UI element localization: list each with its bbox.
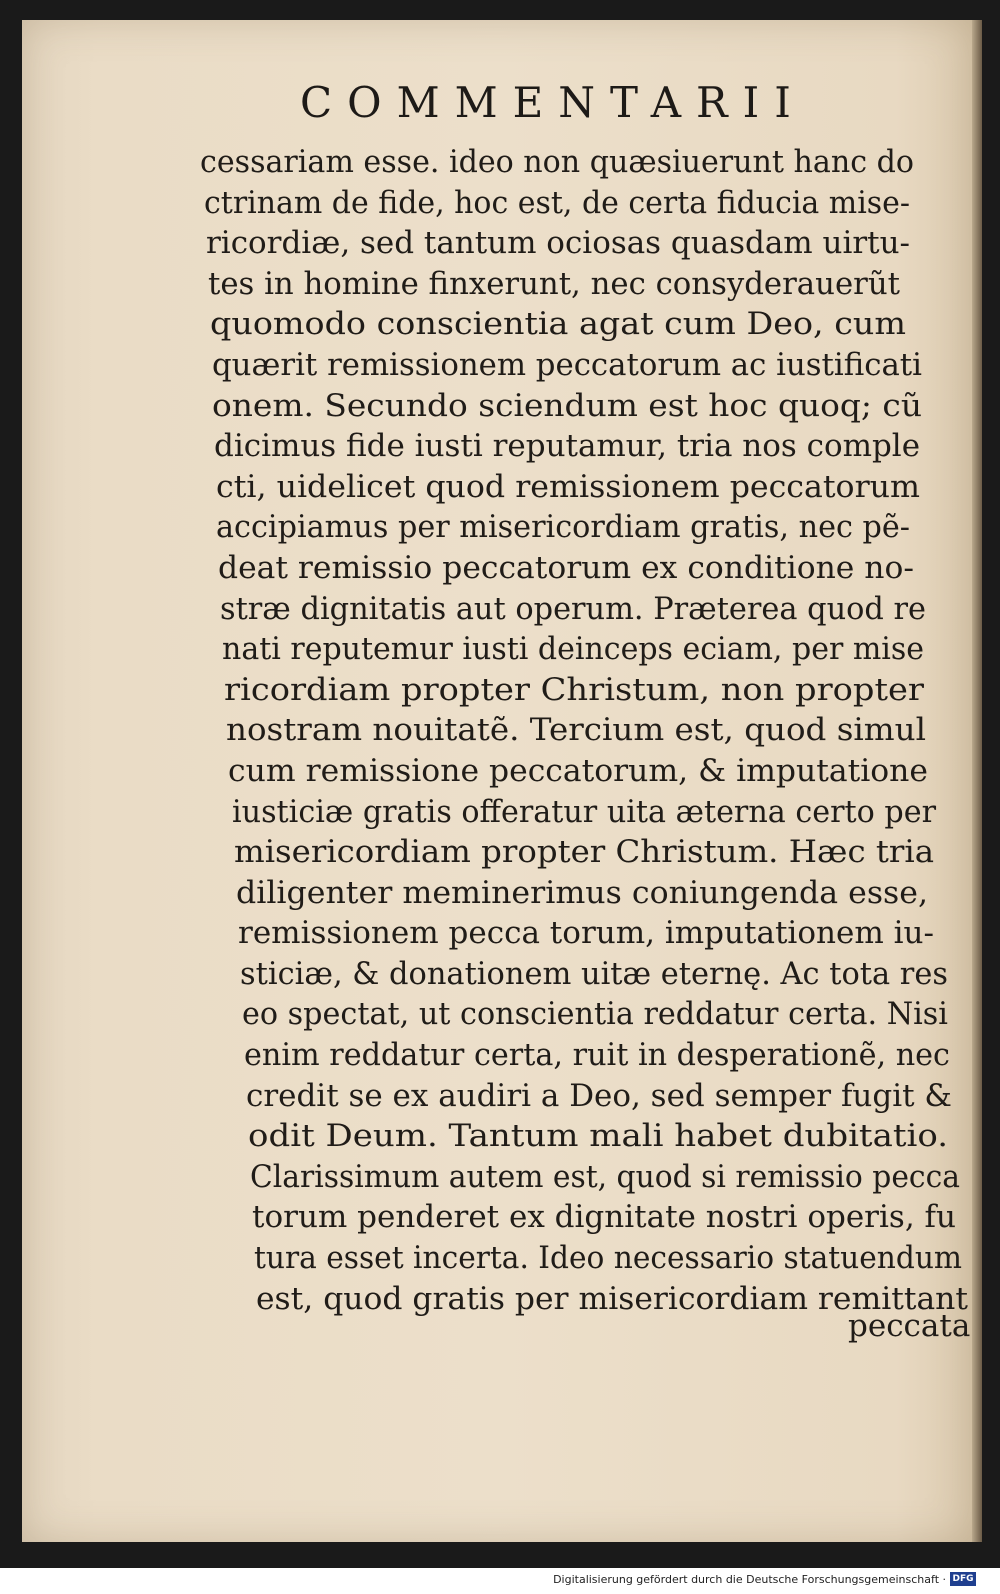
text-line: ctrinam de fide, hoc est, de certa fiducia mise- — [204, 184, 911, 221]
text-line: enim reddatur certa, ruit in desperationẽ, nec — [244, 1037, 950, 1074]
dfg-logo-icon: DFG — [950, 1572, 976, 1586]
text-line: nostram nouitatẽ. Tercium est, quod simul — [226, 712, 927, 749]
text-line: stræ dignitatis aut operum. Præterea quod re — [220, 590, 927, 627]
text-line: nati reputemur iusti deinceps eciam, per mise — [222, 631, 925, 668]
catchword: peccata — [848, 1308, 971, 1344]
text-line: sticiæ, & donationem uitæ eternę. Ac tota res — [240, 955, 948, 992]
text-line: dicimus fide iusti reputamur, tria nos comple — [214, 428, 921, 465]
text-line: cessariam esse. ideo non quæsiuerunt hanc do — [200, 144, 914, 180]
text-line: eo spectat, ut conscientia reddatur certa. Nisi — [242, 996, 948, 1033]
body-text — [200, 142, 968, 1319]
text-line: tura esset incerta. Ideo necessario statuendum — [254, 1240, 963, 1277]
text-line: deat remissio peccatorum ex conditione no- — [218, 549, 914, 586]
page-edge — [972, 20, 982, 1542]
text-line: cti, uidelicet quod remissionem peccatorum — [216, 468, 921, 505]
text-line: quærit remissionem peccatorum ac iustificati — [212, 346, 923, 383]
text-line: torum penderet ex dignitate nostri operis, fu — [252, 1199, 956, 1236]
text-line: ricordiæ, sed tantum ociosas quasdam uirtu- — [206, 225, 910, 262]
text-line: tes in homine finxerunt, nec consyderauerũt — [208, 265, 900, 302]
text-line: credit se ex audiri a Deo, sed semper fugit & — [246, 1077, 952, 1114]
footer-bar — [0, 1568, 1000, 1594]
text-line: iusticiæ gratis offeratur uita æterna certo per — [232, 793, 937, 830]
text-line: quomodo conscientia agat cum Deo, cum — [210, 306, 907, 343]
text-line: remissionem pecca torum, imputationem iu- — [238, 915, 934, 952]
text-line: odit Deum. Tantum mali habet dubitatio. — [248, 1118, 949, 1155]
text-line: Clarissimum autem est, quod si remissio pecca — [250, 1158, 960, 1195]
text-line: diligenter meminerimus coniungenda esse, — [236, 874, 929, 911]
text-line: ricordiam propter Christum, non propter — [224, 671, 925, 708]
text-line: accipiamus per misericordiam gratis, nec pẽ- — [216, 509, 911, 546]
running-head: COMMENTARII — [300, 78, 806, 127]
funding-credit: Digitalisierung gefördert durch die Deutsche Forschungsgemeinschaft · — [553, 1573, 946, 1586]
text-line: cum remissione peccatorum, & imputatione — [228, 752, 928, 789]
text-line: onem. Secundo sciendum est hoc quoq; cũ — [212, 387, 922, 424]
text-line: misericordiam propter Christum. Hæc tria — [234, 834, 935, 871]
text-line: est, quod gratis per misericordiam remittant — [256, 1280, 968, 1317]
